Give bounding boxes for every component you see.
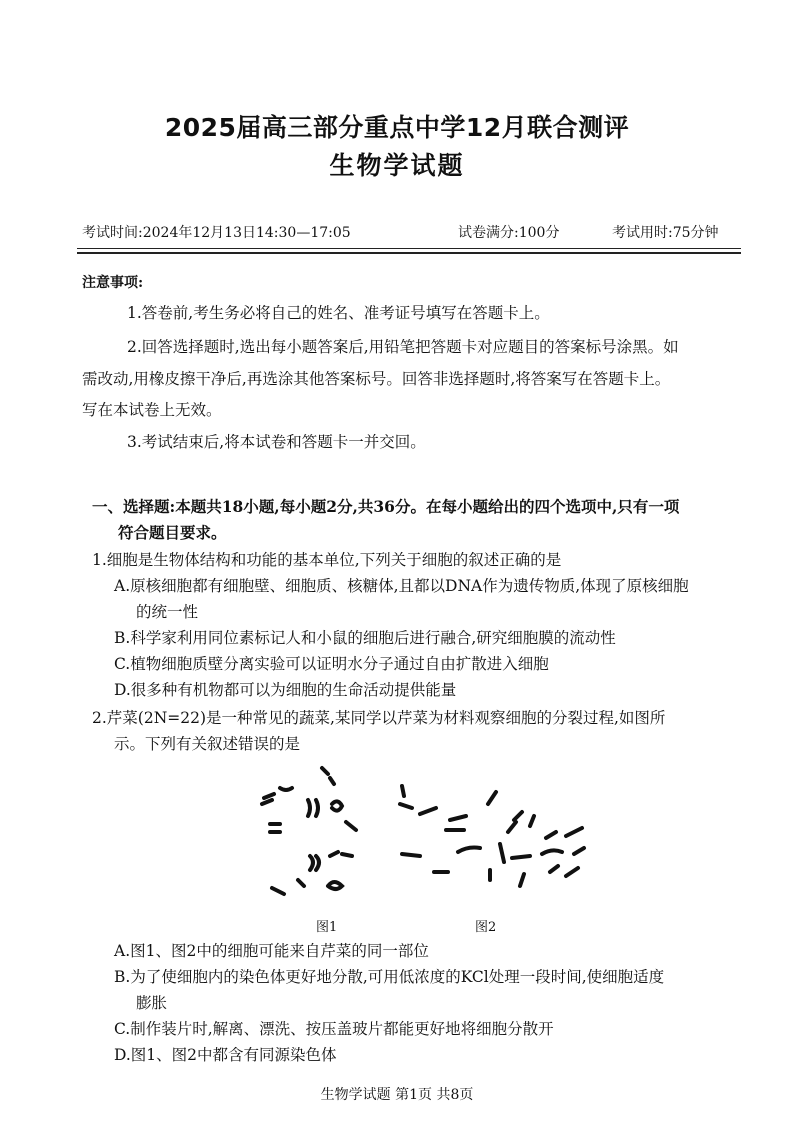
exam-time: 考试时间:2024年12月13日14:30—17:05	[82, 225, 351, 241]
q2-option-b: B.为了使细胞内的染色体更好地分散,可用低浓度的KCl处理一段时间,使细胞适度	[114, 968, 665, 986]
figure-2-caption: 图2	[475, 920, 497, 935]
figure-1-chromosomes	[262, 768, 356, 894]
q1-stem: 1.细胞是生物体结构和功能的基本单位,下列关于细胞的叙述正确的是	[92, 551, 562, 569]
chromosome-figure	[250, 760, 610, 910]
figure-1-caption: 图1	[316, 920, 338, 935]
header-rule-thin	[77, 248, 741, 249]
q2-option-a: A.图1、图2中的细胞可能来自芹菜的同一部位	[114, 942, 429, 960]
exam-title: 2025届高三部分重点中学12月联合测评	[164, 113, 630, 142]
q2-stem: 2.芹菜(2N=22)是一种常见的蔬菜,某同学以芹菜为材料观察细胞的分裂过程,如图所	[92, 709, 666, 727]
q1-option-a: A.原核细胞都有细胞壁、细胞质、核糖体,且都以DNA作为遗传物质,体现了原核细胞	[114, 577, 689, 595]
q1-option-d: D.很多种有机物都可以为细胞的生命活动提供能量	[114, 681, 457, 699]
notice-item-2: 2.回答选择题时,选出每小题答案后,用铅笔把答题卡对应题目的答案标号涂黑。如	[127, 338, 679, 356]
q2-option-d: D.图1、图2中都含有同源染色体	[114, 1046, 337, 1064]
notice-item-2-cont: 需改动,用橡皮擦干净后,再选涂其他答案标号。回答非选择题时,将答案写在答题卡上。	[82, 370, 671, 388]
page-footer: 生物学试题 第1页 共8页	[320, 1087, 474, 1103]
q1-option-c: C.植物细胞质壁分离实验可以证明水分子通过自由扩散进入细胞	[114, 655, 549, 673]
q2-option-b-cont: 膨胀	[136, 994, 168, 1012]
q1-option-b: B.科学家利用同位素标记人和小鼠的细胞后进行融合,研究细胞膜的流动性	[114, 629, 616, 647]
section-heading-line1: 一、选择题:本题共18小题,每小题2分,共36分。在每小题给出的四个选项中,只有一项	[92, 497, 680, 516]
notice-item-1: 1.答卷前,考生务必将自己的姓名、准考证号填写在答题卡上。	[127, 304, 550, 322]
figure-2-chromosomes	[400, 786, 584, 886]
notice-title: 注意事项:	[82, 275, 144, 291]
section-heading-line2: 符合题目要求。	[118, 523, 227, 542]
header-rule-thick	[77, 252, 741, 254]
exam-duration: 考试用时:75分钟	[612, 225, 719, 241]
section-heading	[92, 494, 742, 546]
q2-stem-cont: 示。下列有关叙述错误的是	[114, 735, 301, 753]
exam-subtitle: 生物学试题	[329, 151, 465, 180]
full-score: 试卷满分:100分	[458, 225, 560, 241]
notice-item-2-end: 写在本试卷上无效。	[82, 401, 222, 419]
notice-item-3: 3.考试结束后,将本试卷和答题卡一并交回。	[127, 433, 426, 451]
q1-option-a-cont: 的统一性	[136, 603, 199, 621]
q2-option-c: C.制作装片时,解离、漂洗、按压盖玻片都能更好地将细胞分散开	[114, 1020, 554, 1038]
